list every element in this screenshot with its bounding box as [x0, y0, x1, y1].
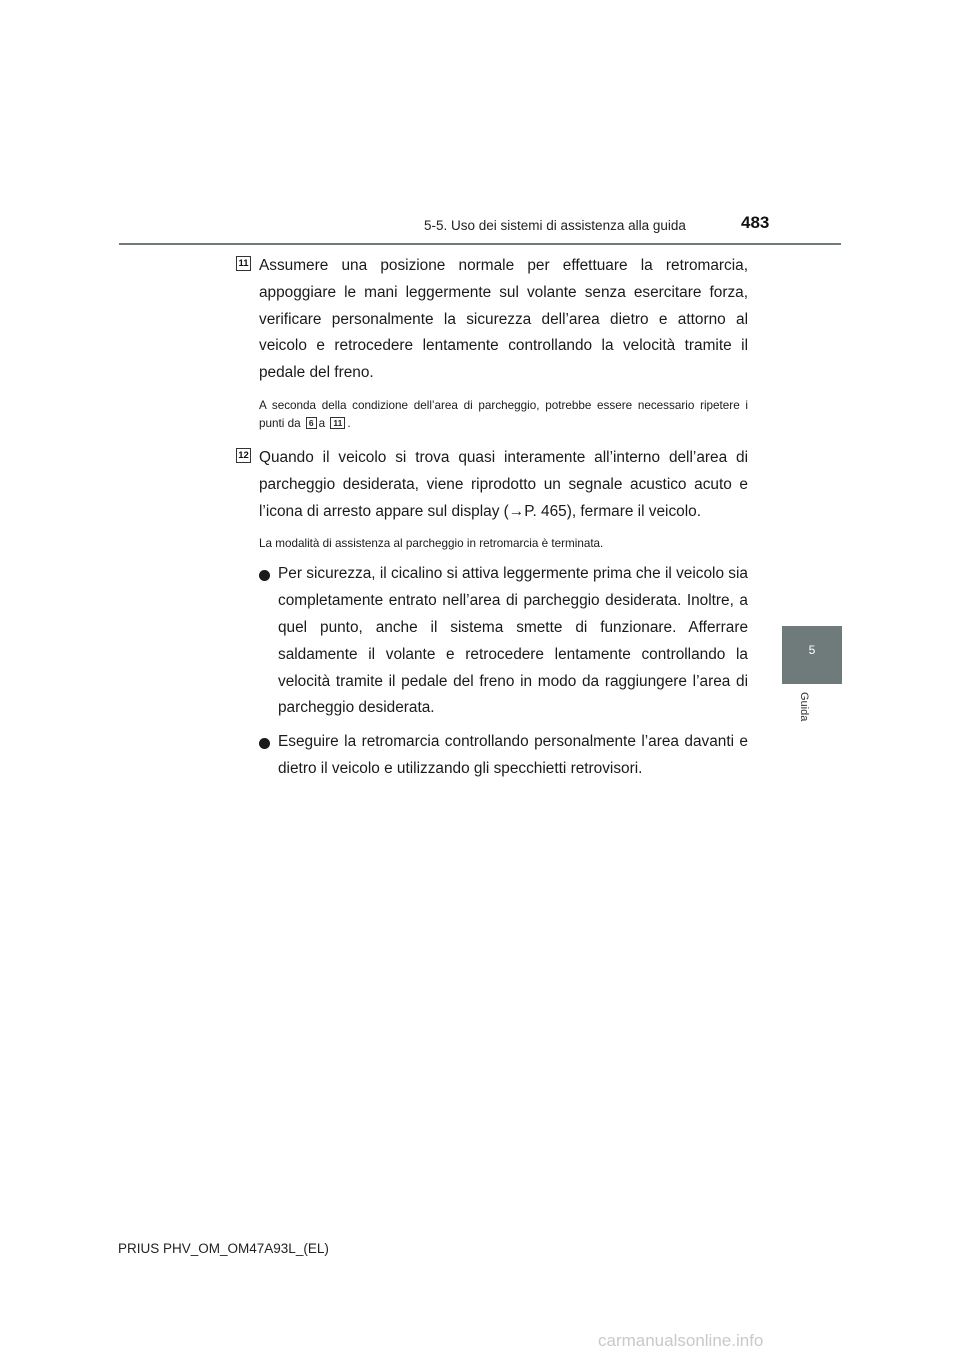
chapter-label: Guida — [798, 692, 810, 722]
page-content — [236, 253, 748, 790]
step-number-badge: 11 — [236, 256, 251, 271]
step-note — [259, 397, 748, 433]
step-number-badge: 12 — [236, 448, 251, 463]
bullet-icon — [259, 738, 270, 749]
chapter-tab[interactable] — [782, 626, 842, 684]
bullet-text: Eseguire la retromarcia controllando personalmente l’area davanti e dietro il veicolo e utilizzando gli specchietti retrovisori. — [278, 733, 748, 777]
list-item — [259, 561, 748, 722]
step-text: Quando il veicolo si trova quasi interamente all’interno dell’area di parcheggio desiderata, viene riprodotto un segnale acustico acuto e l’icona di arresto appare sul display (→P. 465), fermare il veicolo. — [259, 448, 748, 520]
step-11 — [236, 253, 748, 387]
step-ref-badge[interactable]: 6 — [306, 417, 317, 429]
step-ref-badge[interactable]: 11 — [330, 417, 345, 429]
section-title: 5-5. Uso dei sistemi di assistenza alla guida — [424, 218, 686, 233]
list-item — [259, 729, 748, 783]
note-text: A seconda della condizione dell’area di parcheggio, potrebbe essere necessario ripetere i punti da — [259, 398, 748, 430]
step-note: La modalità di assistenza al parcheggio in retromarcia è terminata. — [259, 537, 604, 551]
header-divider — [119, 243, 841, 245]
note-text: a — [318, 416, 326, 430]
bullet-icon — [259, 570, 270, 581]
note-text: . — [347, 416, 351, 430]
step-text: Assumere una posizione normale per effettuare la retromarcia, appoggiare le mani leggermente sul volante senza esercitare forza, verificare personalmente la sicurezza dell’area dietro e attorno al veicolo e retrocedere lentamente controllando la velocità tramite il pedale del freno. — [259, 257, 748, 382]
watermark: carmanualsonline.info — [598, 1331, 764, 1350]
chapter-number: 5 — [808, 643, 816, 657]
step-12 — [236, 445, 748, 525]
page-number: 483 — [741, 213, 770, 232]
bullet-list — [259, 561, 748, 782]
bullet-text: Per sicurezza, il cicalino si attiva leggermente prima che il veicolo sia completamente entrato nell’area di parcheggio desiderata. Inoltre, a quel punto, anche il sistema smette di funzionare. Afferrare saldamente il volante e retrocedere lentamente controllando la velocità tramite il pedale del freno in modo da raggiungere l’area di parcheggio desiderata. — [278, 565, 748, 717]
document-code: PRIUS PHV_OM_OM47A93L_(EL) — [118, 1241, 329, 1256]
